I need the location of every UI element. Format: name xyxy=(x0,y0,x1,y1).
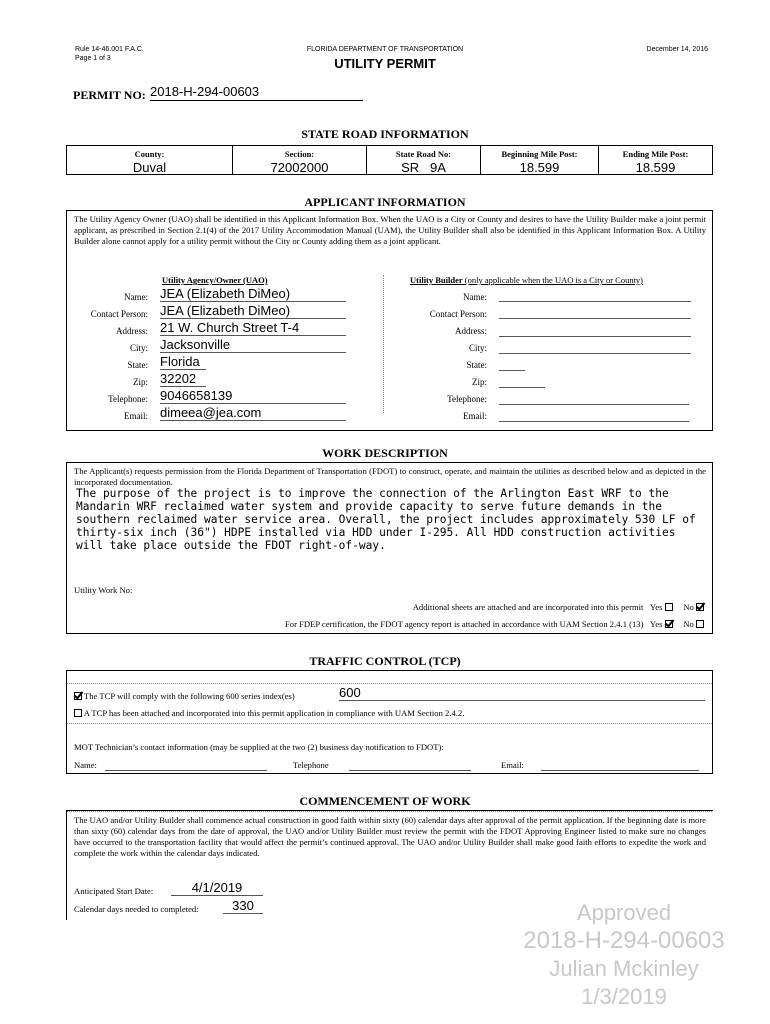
uao-email-field[interactable]: dimeea@jea.com xyxy=(160,405,346,421)
mot-contact-label: MOT Technician’s contact information (may be supplied at the two (2) business day notification to FDOT): xyxy=(74,742,444,752)
builder-address-label: Address: xyxy=(455,326,487,336)
email-label: Email: xyxy=(124,411,148,421)
builder-state-field[interactable] xyxy=(499,370,525,371)
additional-sheets-row xyxy=(413,602,704,612)
builder-contact-field[interactable] xyxy=(499,318,691,319)
begin-milepost-value: 18.599 xyxy=(519,160,560,175)
end-milepost-value: 18.599 xyxy=(635,160,676,175)
stamp-permit: 2018-H-294-00603 xyxy=(523,927,725,954)
tcp-comply-row xyxy=(74,691,295,701)
stamp-name: Julian Mckinley xyxy=(549,956,699,981)
mot-name-field[interactable] xyxy=(105,770,267,771)
applicant-intro: The Utility Agency Owner (UAO) shall be identified in this Applicant Information Box. When the UAO is a City or County and desires to have the Utility Builder make a joint permit applicant, as prescribed in Section 2.1(4) of the 2017 Utility Accommodation Manual (UAM), the Utility Builder shall also be identified in this Applicant Information Box. A Utility Builder alone cannot apply for a utility permit without the City or County adding them as a joint applicant. xyxy=(74,214,706,246)
work-intro: The Applicant(s) requests permission from the Florida Department of Transportation (FDOT) to construct, operate, and maintain the utilities as described below and as depicted in the incorporated documentation. xyxy=(74,466,706,487)
section-cell xyxy=(233,146,367,174)
mot-email-label: Email: xyxy=(501,760,524,770)
days-needed-field[interactable]: 330 xyxy=(223,898,263,914)
builder-heading: Utility Builder xyxy=(410,275,463,285)
work-box xyxy=(66,462,713,634)
builder-zip-label: Zip: xyxy=(472,377,487,387)
fdep-no-label: No xyxy=(683,619,694,629)
uao-contact-field[interactable]: JEA (Elizabeth DiMeo) xyxy=(160,303,346,319)
builder-city-label: City: xyxy=(468,343,487,353)
builder-city-field[interactable] xyxy=(499,353,691,354)
state-label: State: xyxy=(127,360,148,370)
tcp-attached-row xyxy=(74,708,464,718)
begin-milepost-label: Beginning Mile Post: xyxy=(501,149,578,159)
state-road-cell xyxy=(367,146,481,174)
stamp-date: 1/3/2019 xyxy=(581,984,667,1009)
county-label: County: xyxy=(134,149,165,159)
telephone-label: Telephone: xyxy=(108,394,148,404)
state-road-title: STATE ROAD INFORMATION xyxy=(301,127,469,141)
page-number: Page 1 of 3 xyxy=(75,55,111,62)
tcp-comply-checkbox[interactable] xyxy=(74,692,82,700)
additional-yes-checkbox[interactable] xyxy=(665,603,673,611)
builder-telephone-field[interactable] xyxy=(499,404,689,405)
work-title: WORK DESCRIPTION xyxy=(322,446,448,460)
builder-address-field[interactable] xyxy=(499,336,691,337)
state-road-value: SR 9A xyxy=(401,160,446,175)
uao-heading: Utility Agency/Owner (UAO) xyxy=(162,275,268,285)
permit-label: PERMIT NO: xyxy=(73,88,146,102)
builder-name-field[interactable] xyxy=(499,301,691,302)
state-road-table xyxy=(66,145,713,175)
traffic-divider-mid xyxy=(67,723,712,724)
additional-no-label: No xyxy=(683,602,694,612)
additional-sheets-label: Additional sheets are attached and are incorporated into this permit xyxy=(412,602,644,612)
uao-address-field[interactable]: 21 W. Church Street T-4 xyxy=(160,320,346,336)
fdep-yes-label: Yes xyxy=(649,619,663,629)
zip-label: Zip: xyxy=(133,377,148,387)
uao-state-field[interactable]: Florida xyxy=(160,354,206,370)
fdep-yes-checkbox[interactable] xyxy=(665,620,673,628)
mot-email-field[interactable] xyxy=(541,770,699,771)
tcp-attached-checkbox[interactable] xyxy=(74,709,82,717)
mot-telephone-field[interactable] xyxy=(349,770,471,771)
tcp-comply-label: The TCP will comply with the following 600 series index(es) xyxy=(84,691,295,701)
fdep-no-checkbox[interactable] xyxy=(696,620,704,628)
permit-number: 2018-H-294-00603 xyxy=(150,84,260,99)
traffic-title: TRAFFIC CONTROL (TCP) xyxy=(309,654,461,668)
commencement-title: COMMENCEMENT OF WORK xyxy=(299,794,471,808)
commencement-divider xyxy=(67,811,712,812)
approval-stamp xyxy=(504,899,744,1011)
department-name: FLORIDA DEPARTMENT OF TRANSPORTATION xyxy=(306,46,464,53)
start-date-field[interactable]: 4/1/2019 xyxy=(171,880,263,896)
applicant-divider xyxy=(383,275,384,413)
start-date-label: Anticipated Start Date: xyxy=(74,886,154,896)
days-needed-label: Calendar days needed to completed: xyxy=(74,904,199,914)
builder-zip-field[interactable] xyxy=(499,387,545,388)
begin-milepost-cell xyxy=(481,146,599,174)
uao-telephone-field[interactable]: 9046658139 xyxy=(160,388,346,404)
mot-name-label: Name: xyxy=(74,760,97,770)
county-cell xyxy=(67,146,233,174)
builder-note: (only applicable when the UAO is a City or County) xyxy=(464,275,644,285)
city-label: City: xyxy=(129,343,148,353)
mot-telephone-label: Telephone xyxy=(293,760,329,770)
builder-state-label: State: xyxy=(466,360,487,370)
address-label: Address: xyxy=(116,326,148,336)
commencement-text: The UAO and/or Utility Builder shall commence actual construction in good faith within sixty (60) calendar days after approval of the permit application. If the beginning date is more than sixty (60) calendar days from the date of approval, the UAO and/or Utility Builder must review the permit with the FDOT Approving Engineer listed to make sure no changes have occurred to the transportation facility that would affect the permit’s continued approval. The UAO and/or Utility Builder shall make good faith efforts to expedite the work and complete the work within the calendar days indicated. xyxy=(74,815,706,858)
section-label: Section: xyxy=(284,149,315,159)
tcp-attached-label: A TCP has been attached and incorporated into this permit application in compliance with UAM Section 2.4.2. xyxy=(83,708,465,718)
uao-name-field[interactable]: JEA (Elizabeth DiMeo) xyxy=(160,286,346,302)
tcp-index-field[interactable]: 600 xyxy=(339,685,705,701)
end-milepost-cell xyxy=(599,146,712,174)
document-title: UTILITY PERMIT xyxy=(334,56,436,71)
uao-city-field[interactable]: Jacksonville xyxy=(160,337,346,353)
builder-email-field[interactable] xyxy=(499,421,689,422)
builder-contact-label: Contact Person: xyxy=(429,309,487,319)
utility-work-no-label: Utility Work No: xyxy=(74,585,133,595)
section-value: 72002000 xyxy=(270,160,329,175)
permit-number-field xyxy=(150,84,363,101)
uao-zip-field[interactable]: 32202 xyxy=(160,371,206,387)
builder-name-label: Name: xyxy=(463,292,487,302)
form-date: December 14, 2016 xyxy=(646,46,708,53)
applicant-title: APPLICANT INFORMATION xyxy=(304,195,466,209)
traffic-box xyxy=(66,670,713,774)
state-road-label: State Road No: xyxy=(395,149,452,159)
rule-reference: Rule 14-46.001 F.A.C. xyxy=(75,46,144,53)
stamp-status: Approved xyxy=(576,900,672,925)
additional-yes-label: Yes xyxy=(649,602,663,612)
end-milepost-label: Ending Mile Post: xyxy=(622,149,689,159)
builder-telephone-label: Telephone: xyxy=(447,394,487,404)
work-description[interactable]: The purpose of the project is to improve the connection of the Arlington East WRF to the Mandarin WRF reclaimed water system and provide capacity to serve future demands in the southern reclaimed water service area. Overall, the project includes approximately 530 LF of thirty-six inch (36") HDPE installed via HDD under I-295. All HDD construction activities will take place outside the FDOT right-of-way. xyxy=(76,487,696,552)
traffic-divider-top xyxy=(67,683,712,684)
fdep-row xyxy=(285,619,704,629)
county-value: Duval xyxy=(132,160,167,175)
fdep-label: For FDEP certification, the FDOT agency report is attached in accordance with UAM Section 2.4.1 (13) xyxy=(285,619,644,629)
additional-no-checkbox[interactable] xyxy=(696,603,704,611)
builder-email-label: Email: xyxy=(463,411,487,421)
name-label: Name: xyxy=(124,292,148,302)
builder-heading-group xyxy=(410,275,643,285)
contact-label: Contact Person: xyxy=(90,309,148,319)
